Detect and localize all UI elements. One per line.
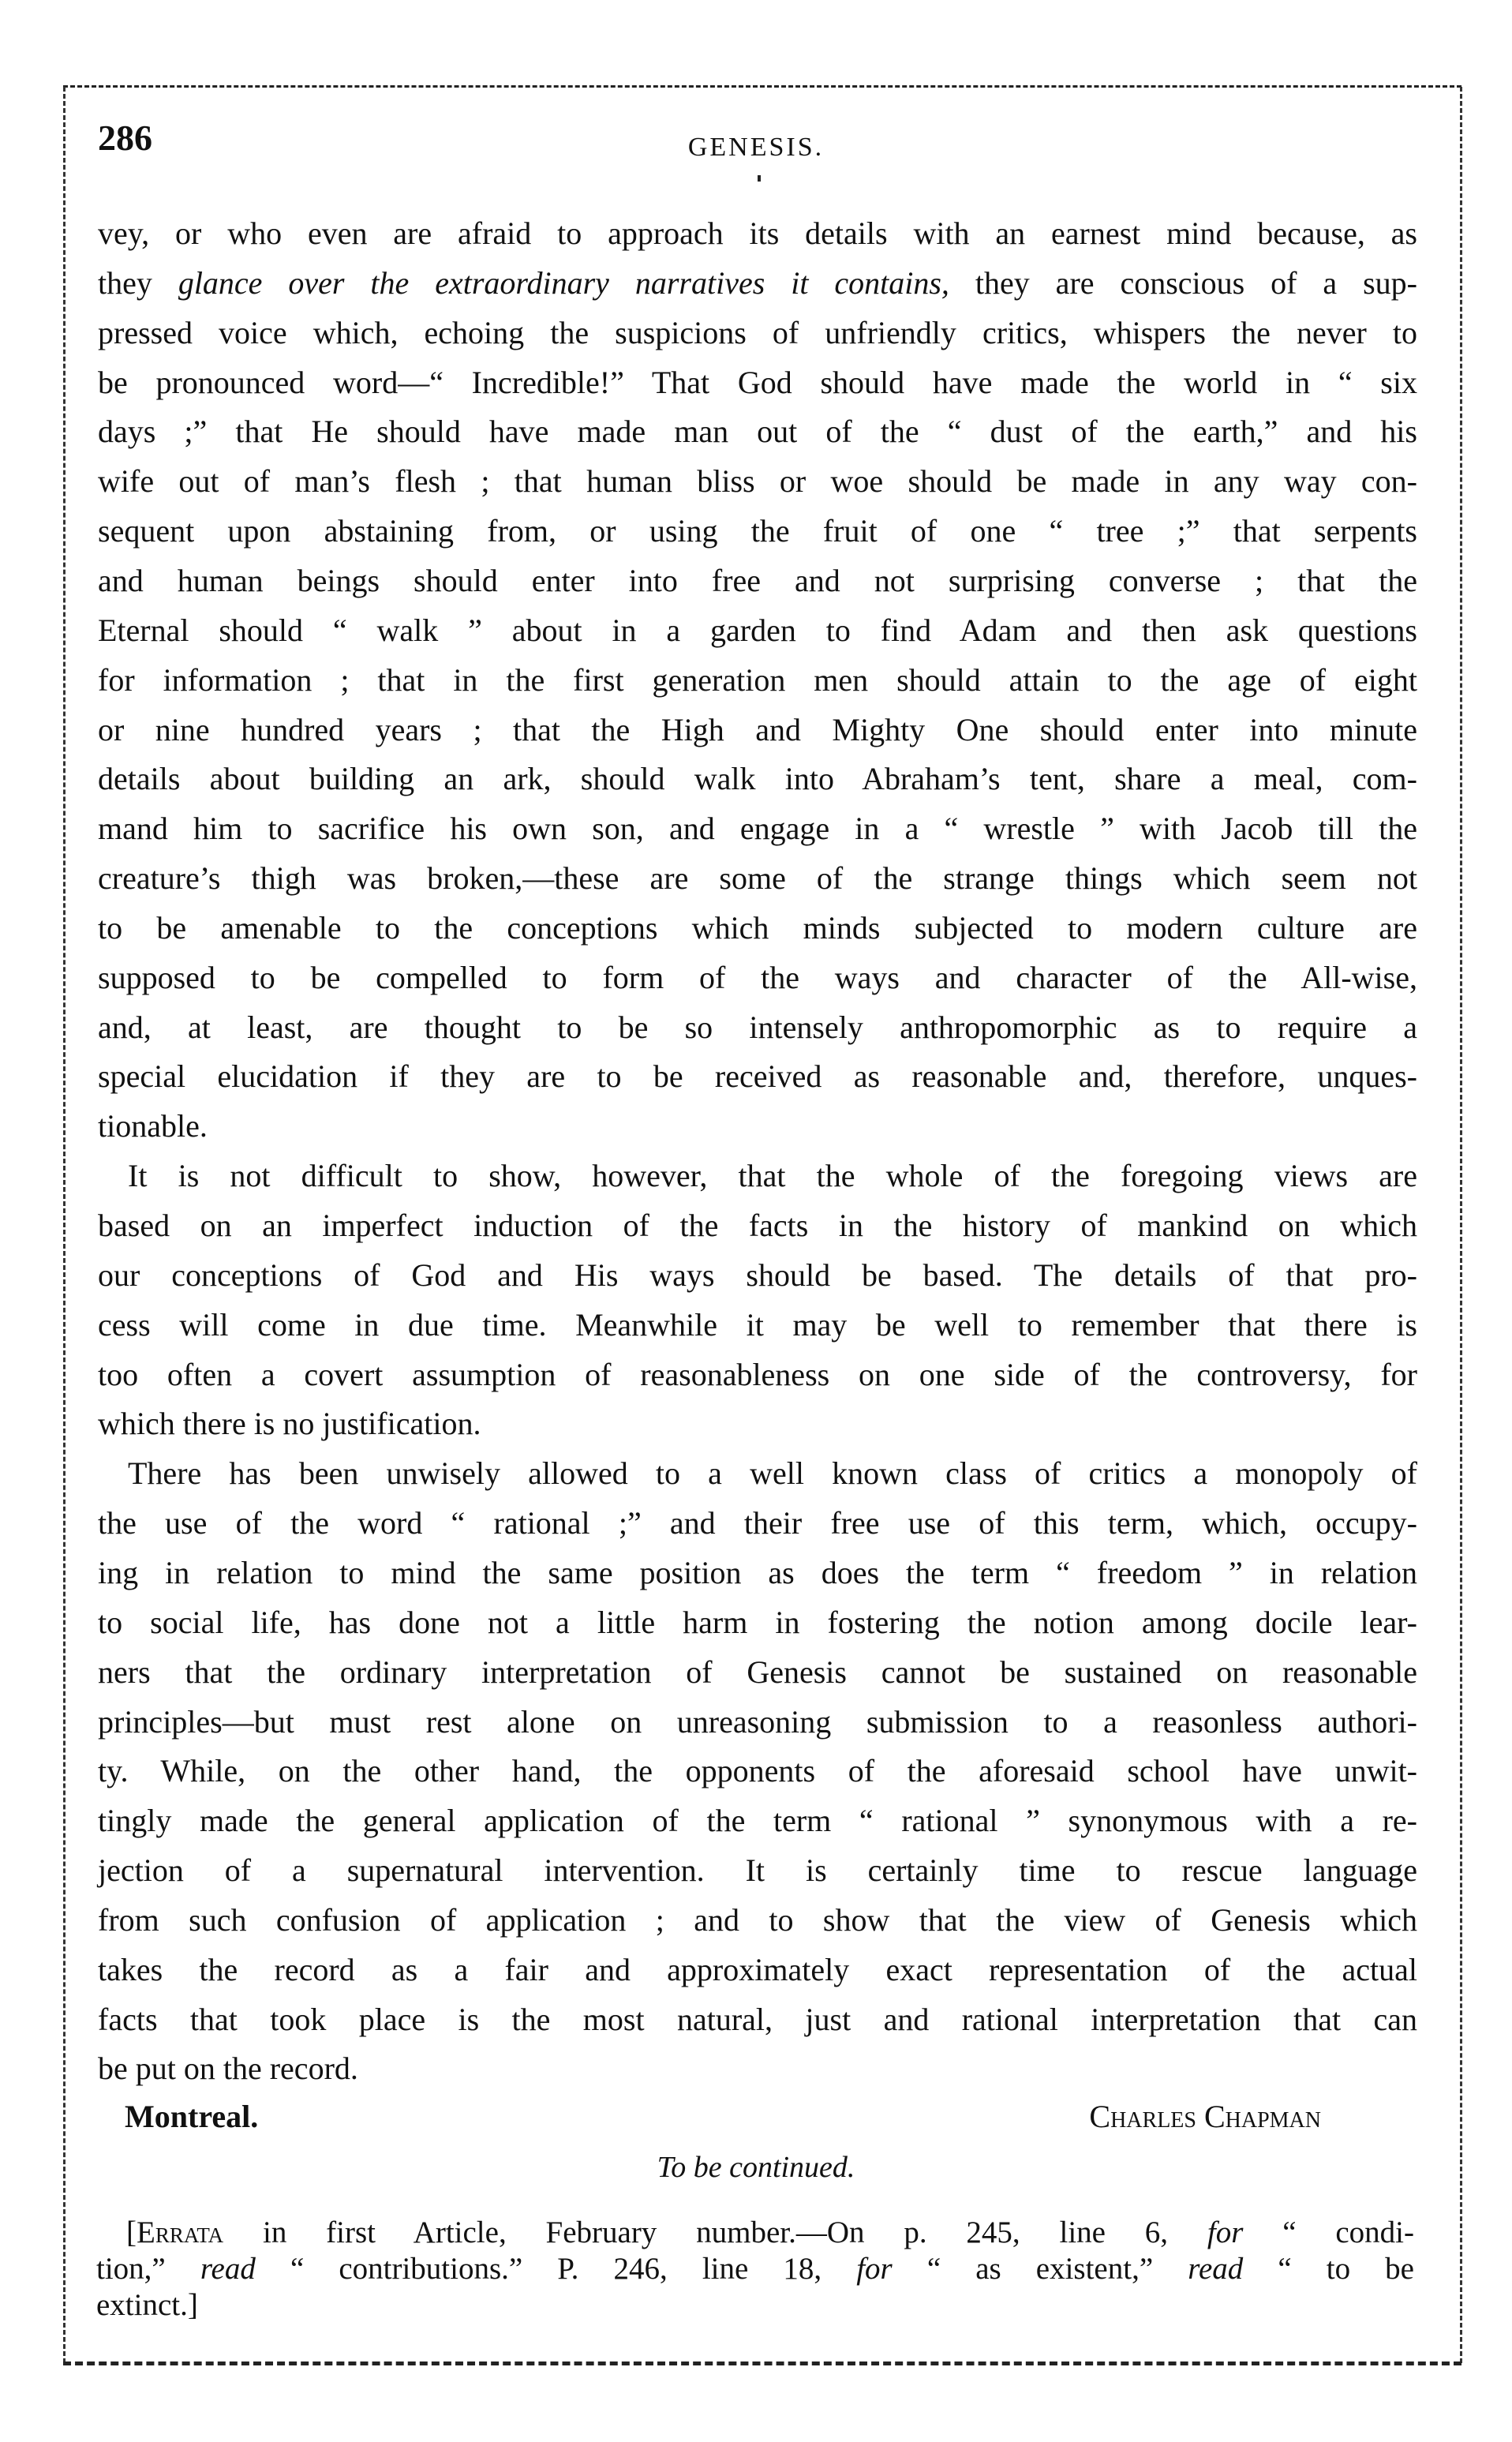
text-segment: from such confusion of application ; and to show that the view of Genesis which [98,1901,1417,1938]
text-line [98,1498,1417,1548]
text-segment: based on an imperfect induction of the facts in the history of mankind on which [98,1208,1417,1243]
text-segment: be pronounced word—“ Incredible!” That God should have made the world in “ six [98,364,1417,400]
text-segment: the use of the word “ rational ;” and their free use of this term, which, occupy- [98,1505,1417,1541]
text-segment: they [98,264,178,301]
text-segment: takes the record as a fair and approximately exact representation of the actual [98,1951,1417,1987]
text-line [98,556,1417,605]
text-segment: Errata [137,2215,224,2249]
text-segment: and, at least, are thought to be so intensely anthropomorphic as to require a [98,1009,1417,1045]
text-segment: “ condi- [1243,2215,1414,2249]
text-line [98,1647,1417,1697]
text-segment: and human beings should enter into free and not surprising converse ; that the [98,562,1417,598]
text-line [98,506,1417,556]
frame-bottom-rule [63,2361,1461,2365]
text-line [128,1151,1417,1200]
text-segment: vey, or who even are afraid to approach its details with an earnest mind because, as [98,215,1417,251]
text-segment: principles—but must rest alone on unreasoning submission to a reasonless authori- [98,1703,1417,1740]
text-segment: ners that the ordinary interpretation of Genesis cannot be sustained on reasonable [98,1654,1417,1690]
text-line [98,1250,1417,1300]
frame-right-rule [1460,87,1462,2363]
text-line [98,803,1417,853]
text-line [98,1994,1417,2044]
text-segment: mand him to sacrifice his own son, and engage in a “ wrestle ” with Jacob till the [98,811,1417,847]
text-line [98,1002,1417,1052]
text-line [98,358,1417,407]
text-segment: extinct.] [96,2288,198,2322]
text-line [98,456,1417,506]
text-segment: or nine hundred years ; that the High and Mighty One should enter into minute [98,711,1417,747]
text-line [98,1895,1417,1945]
text-segment: details about building an ark, should walk into Abraham’s tent, share a meal, com- [98,761,1417,797]
text-line [98,853,1417,903]
text-line [98,1101,1417,1151]
text-segment: facts that took place is the most natural, just and rational interpretation that can [98,2001,1417,2037]
text-line [98,406,1417,456]
text-segment: “ as existent,” [892,2252,1188,2286]
text-line [98,1945,1417,1994]
text-segment: to be amenable to the conceptions which minds subjected to modern culture are [98,909,1417,946]
text-segment: days ;” that He should have made man out of the “ dust of the earth,” and his [98,414,1417,450]
text-line [98,655,1417,705]
text-line [98,605,1417,655]
text-segment: special elucidation if they are to be received as reasonable and, therefore, unques- [98,1058,1417,1095]
text-line [98,1548,1417,1597]
text-line [128,1448,1417,1498]
text-line [98,208,1417,258]
text-line [98,903,1417,953]
text-segment: tingly made the general application of the term “ rational ” synonymous with a re- [98,1803,1417,1839]
italic-text: read [200,2252,256,2286]
text-line [98,1399,1417,1448]
text-segment: which there is no justification. [98,1406,481,1442]
text-segment: too often a covert assumption of reasonableness on one side of the controversy, for [98,1356,1417,1392]
page-number: 286 [98,118,152,158]
text-line [98,754,1417,803]
text-segment: Eternal should “ walk ” about in a garden to find Adam and then ask questions [98,612,1417,648]
text-line [98,1697,1417,1747]
italic-text: for [1207,2215,1244,2249]
text-segment: for information ; that in the first generation men should attain to the age of eight [98,661,1417,698]
text-line [98,1300,1417,1350]
italic-text: read [1188,2252,1244,2286]
text-line [96,2251,1414,2287]
text-segment: “ contributions.” P. 246, line 18, [255,2252,857,2286]
text-line [98,953,1417,1002]
to-be-continued: To be continued. [657,2151,855,2184]
ink-mark [758,175,761,182]
text-line [98,1746,1417,1796]
frame-top-rule [63,85,1461,88]
text-line [98,705,1417,755]
text-line [98,1796,1417,1845]
text-segment: sequent upon abstaining from, or using the fruit of one “ tree ;” that serpents [98,513,1417,549]
text-line [126,2215,1414,2251]
frame-left-rule [63,87,65,2363]
text-line [98,1051,1417,1101]
text-segment: tionable. [98,1108,208,1144]
text-line [98,1597,1417,1647]
text-segment: supposed to be compelled to form of the ways and character of the All-wise, [98,959,1417,995]
text-segment: It is not difficult to show, however, that the whole of the foregoing views are [128,1158,1417,1194]
text-line [98,1200,1417,1250]
text-line [98,1350,1417,1399]
text-segment: cess will come in due time. Meanwhile it may be well to remember that there is [98,1306,1417,1343]
text-segment: creature’s thigh was broken,—these are some of the strange things which seem not [98,860,1417,897]
text-line [98,2043,1417,2093]
text-segment: “ to be [1243,2252,1414,2286]
text-segment: tion,” [96,2252,200,2286]
running-title: GENESIS. [687,133,825,162]
text-segment: in first Article, February number.—On p. 245, line 6, [223,2215,1207,2249]
text-segment: ty. While, on the other hand, the opponents of the aforesaid school have unwit- [98,1753,1417,1789]
italic-text: for [856,2252,893,2286]
text-segment: wife out of man’s flesh ; that human bliss or woe should be made in any way con- [98,463,1417,500]
text-line [98,308,1417,358]
text-segment: our conceptions of God and His ways should be based. The details of that pro- [98,1257,1417,1293]
text-segment: There has been unwisely allowed to a well known class of critics a monopoly of [128,1455,1417,1492]
text-segment: be put on the record. [98,2051,358,2087]
italic-text: glance over the extraordinary narratives it contains, [178,264,949,301]
signature-place: Montreal. [125,2099,259,2134]
text-segment: [ [126,2215,137,2249]
text-segment: ing in relation to mind the same position as does the term “ freedom ” in relation [98,1554,1417,1590]
text-segment: to social life, has done not a little harm in fostering the notion among docile lear- [98,1604,1417,1640]
text-segment: jection of a supernatural intervention. It is certainly time to rescue language [98,1852,1417,1889]
text-segment: pressed voice which, echoing the suspicions of unfriendly critics, whispers the never to [98,314,1417,350]
signature-author: Charles Chapman [1089,2099,1321,2134]
text-line [98,258,1417,308]
text-line [98,1845,1417,1895]
text-segment: they are conscious of a sup- [949,264,1417,301]
text-line [96,2287,1414,2324]
